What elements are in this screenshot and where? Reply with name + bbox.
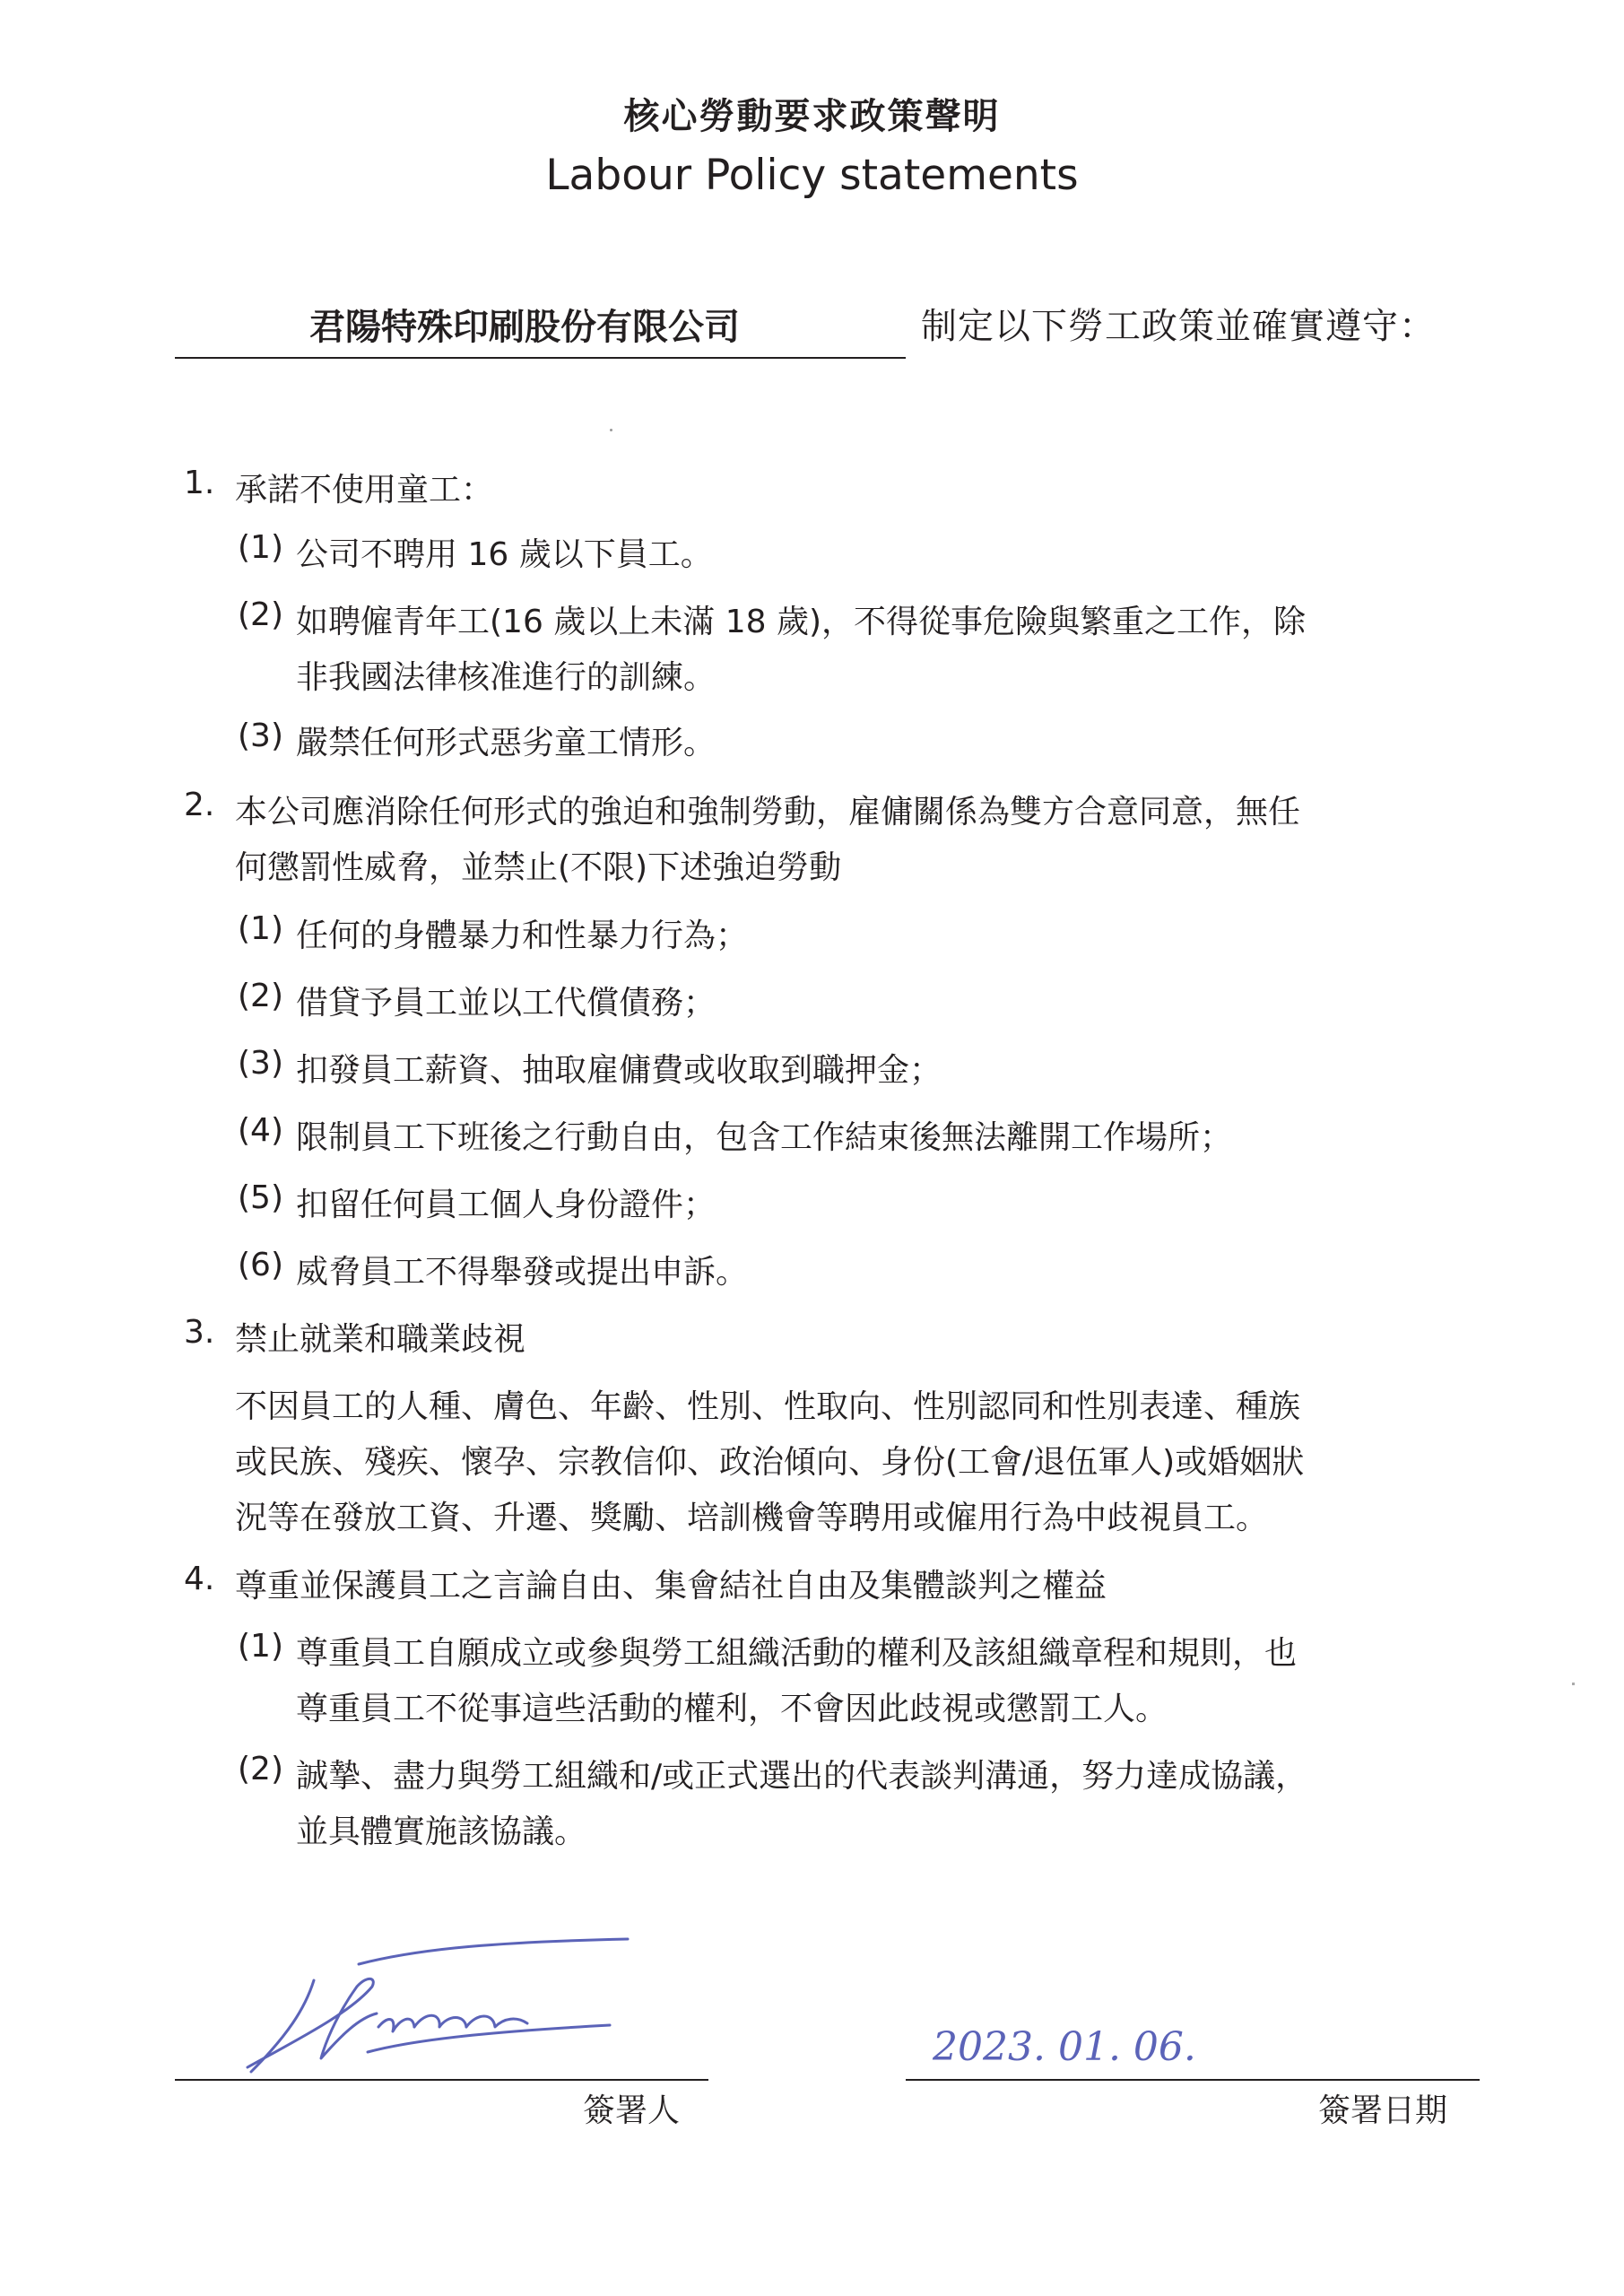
- title-chinese: 核心勞動要求政策聲明: [623, 96, 1001, 137]
- handwritten-date: [928, 2013, 1215, 2076]
- section-number: 3.: [184, 1314, 215, 1351]
- item-prefix: (1): [238, 1628, 283, 1665]
- intro-statement: 制定以下勞工政策並確實遵守：: [921, 306, 1436, 347]
- section-title: 禁止就業和職業歧視: [235, 1321, 526, 1358]
- list-item: 任何的身體暴力和性暴力行為；: [296, 918, 749, 954]
- list-item: 嚴禁任何形式惡劣童工情形。: [296, 725, 716, 761]
- section-title: 尊重並保護員工之言論自由、集會結社自由及集體談判之權益: [235, 1568, 1107, 1605]
- list-item: 如聘僱青年工(16 歲以上未滿 18 歲)，不得從事危險與繁重之工作，除: [296, 604, 1307, 640]
- signer-line: [175, 2079, 708, 2081]
- list-item-continuation: 並具體實施該協議。: [296, 1813, 587, 1850]
- section-number: 2.: [184, 787, 215, 823]
- company-name: 君陽特殊印刷股份有限公司: [309, 307, 740, 348]
- list-item: 誠摯、盡力與勞工組織和/或正式選出的代表談判溝通，努力達成協議，: [296, 1758, 1308, 1795]
- section-title: 本公司應消除任何形式的強迫和強制勞動，雇傭關係為雙方合意同意，無任: [235, 794, 1301, 831]
- item-prefix: (6): [238, 1247, 283, 1283]
- list-item: 威脅員工不得舉發或提出申訴。: [296, 1254, 749, 1291]
- item-prefix: (1): [238, 910, 283, 947]
- item-prefix: (2): [238, 596, 283, 633]
- section-body-line: 況等在發放工資、升遷、獎勵、培訓機會等聘用或僱用行為中歧視員工。: [235, 1500, 1269, 1536]
- item-prefix: (3): [238, 718, 283, 754]
- section-body-line: 或民族、殘疾、懷孕、宗教信仰、政治傾向、身份(工會/退伍軍人)或婚姻狀: [235, 1444, 1305, 1481]
- section-number: 1.: [184, 465, 215, 501]
- item-prefix: (4): [238, 1112, 283, 1149]
- list-item: 限制員工下班後之行動自由，包含工作結束後無法離開工作場所；: [296, 1119, 1233, 1156]
- item-prefix: (3): [238, 1045, 283, 1082]
- list-item: 扣發員工薪資、抽取雇傭費或收取到職押金；: [296, 1052, 942, 1089]
- list-item: 借貸予員工並以工代償債務；: [296, 985, 716, 1022]
- section-number: 4.: [184, 1561, 215, 1597]
- section-title: 承諾不使用童工：: [235, 472, 494, 509]
- item-prefix: (2): [238, 1751, 283, 1787]
- title-english: Labour Policy statements: [545, 151, 1079, 200]
- list-item: 公司不聘用 16 歲以下員工。: [296, 536, 713, 573]
- handwritten-date-text: 2023. 01. 06.: [933, 2024, 1196, 2070]
- item-prefix: (1): [238, 529, 283, 566]
- date-label: 簽署日期: [1318, 2092, 1448, 2129]
- date-line: [906, 2079, 1480, 2081]
- section-body-line: 不因員工的人種、膚色、年齡、性別、性取向、性別認同和性別表達、種族: [235, 1388, 1301, 1425]
- list-item: 扣留任何員工個人身份證件；: [296, 1187, 716, 1223]
- list-item: 尊重員工自願成立或參與勞工組織活動的權利及該組織章程和規則，也: [296, 1635, 1298, 1672]
- scan-speck: [610, 429, 612, 431]
- company-underline: [175, 357, 906, 359]
- item-prefix: (5): [238, 1179, 283, 1216]
- list-item-continuation: 尊重員工不從事這些活動的權利，不會因此歧視或懲罰工人。: [296, 1691, 1168, 1727]
- section-title-continuation: 何懲罰性威脅，並禁止(不限)下述強迫勞動: [235, 849, 842, 886]
- handwritten-signature: [242, 1937, 637, 2081]
- item-prefix: (2): [238, 978, 283, 1014]
- signer-label: 簽署人: [583, 2092, 681, 2129]
- scan-speck: [1572, 1683, 1575, 1685]
- list-item-continuation: 非我國法律核准進行的訓練。: [296, 659, 716, 696]
